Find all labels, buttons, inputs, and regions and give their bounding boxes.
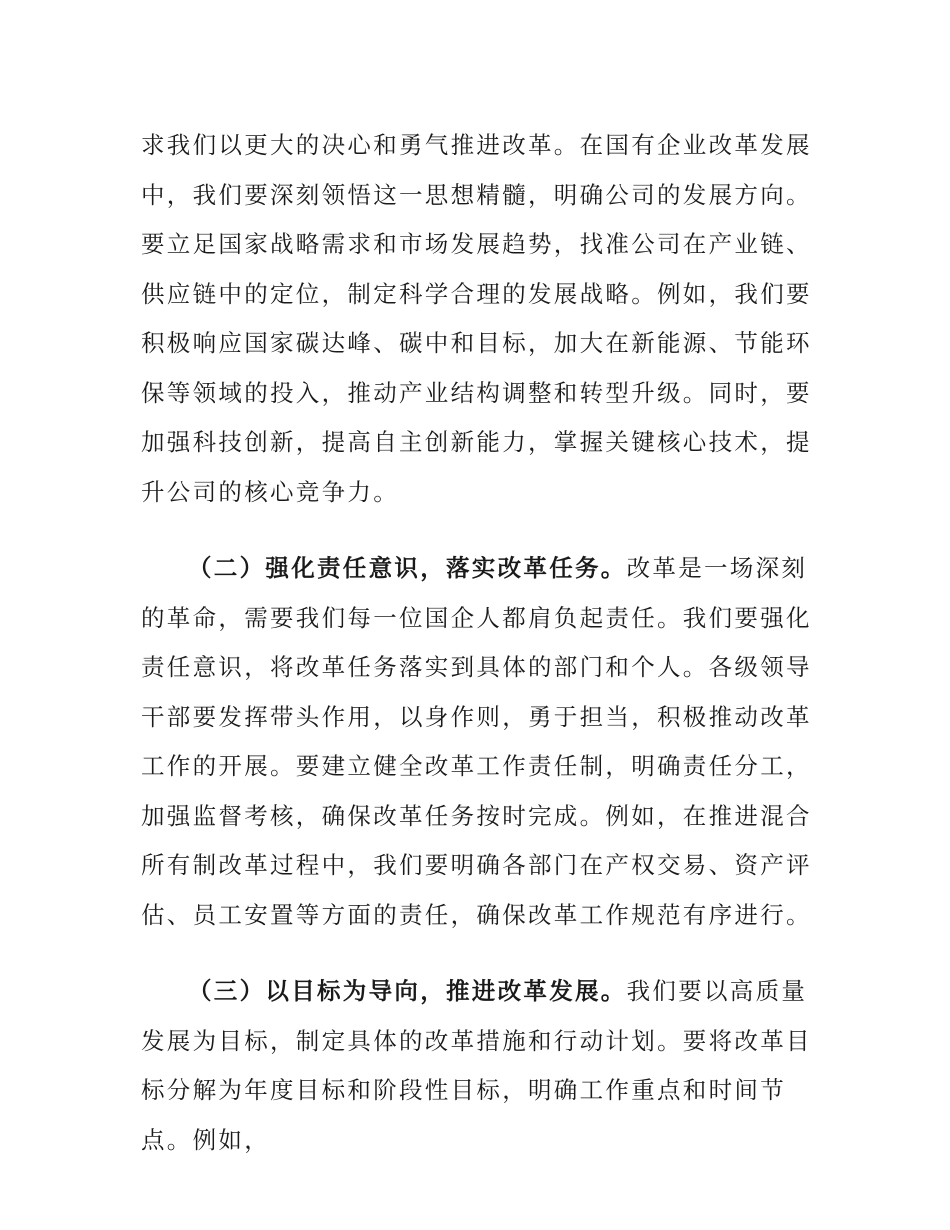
paragraph-text: 我们要以高质量发展为目标，制定具体的改革措施和行动计划。要将改革目标分解为年度目标和阶段性目标，明确工作重点和时间节点。例如，	[141, 977, 812, 1154]
paragraph-text: 求我们以更大的决心和勇气推进改革。在国有企业改革发展中，我们要深刻领悟这一思想精髓，明确公司的发展方向。要立足国家战略需求和市场发展趋势，找准公司在产业链、供应链中的定位，制定科学合理的发展战略。例如，我们要积极响应国家碳达峰、碳中和目标，加大在新能源、节能环保等领域的投入，推动产业结构调整和转型升级。同时，要加强科技创新，提高自主创新能力，掌握关键核心技术，提升公司的核心竞争力。	[141, 131, 812, 506]
section-heading-2: （二）强化责任意识，落实改革任务。	[188, 554, 627, 582]
paragraph-continuation	[141, 121, 821, 517]
paragraph-responsibility	[141, 544, 821, 940]
document-body	[141, 121, 821, 1165]
paragraph-goal-oriented	[141, 967, 821, 1165]
section-heading-3: （三）以目标为导向，推进改革发展。	[188, 977, 627, 1005]
paragraph-text: 改革是一场深刻的革命，需要我们每一位国企人都肩负起责任。我们要强化责任意识，将改革任务落实到具体的部门和个人。各级领导干部要发挥带头作用，以身作则，勇于担当，积极推动改革工作的开展。要建立健全改革工作责任制，明确责任分工，加强监督考核，确保改革任务按时完成。例如，在推进混合所有制改革过程中，我们要明确各部门在产权交易、资产评估、员工安置等方面的责任，确保改革工作规范有序进行。	[141, 554, 812, 929]
